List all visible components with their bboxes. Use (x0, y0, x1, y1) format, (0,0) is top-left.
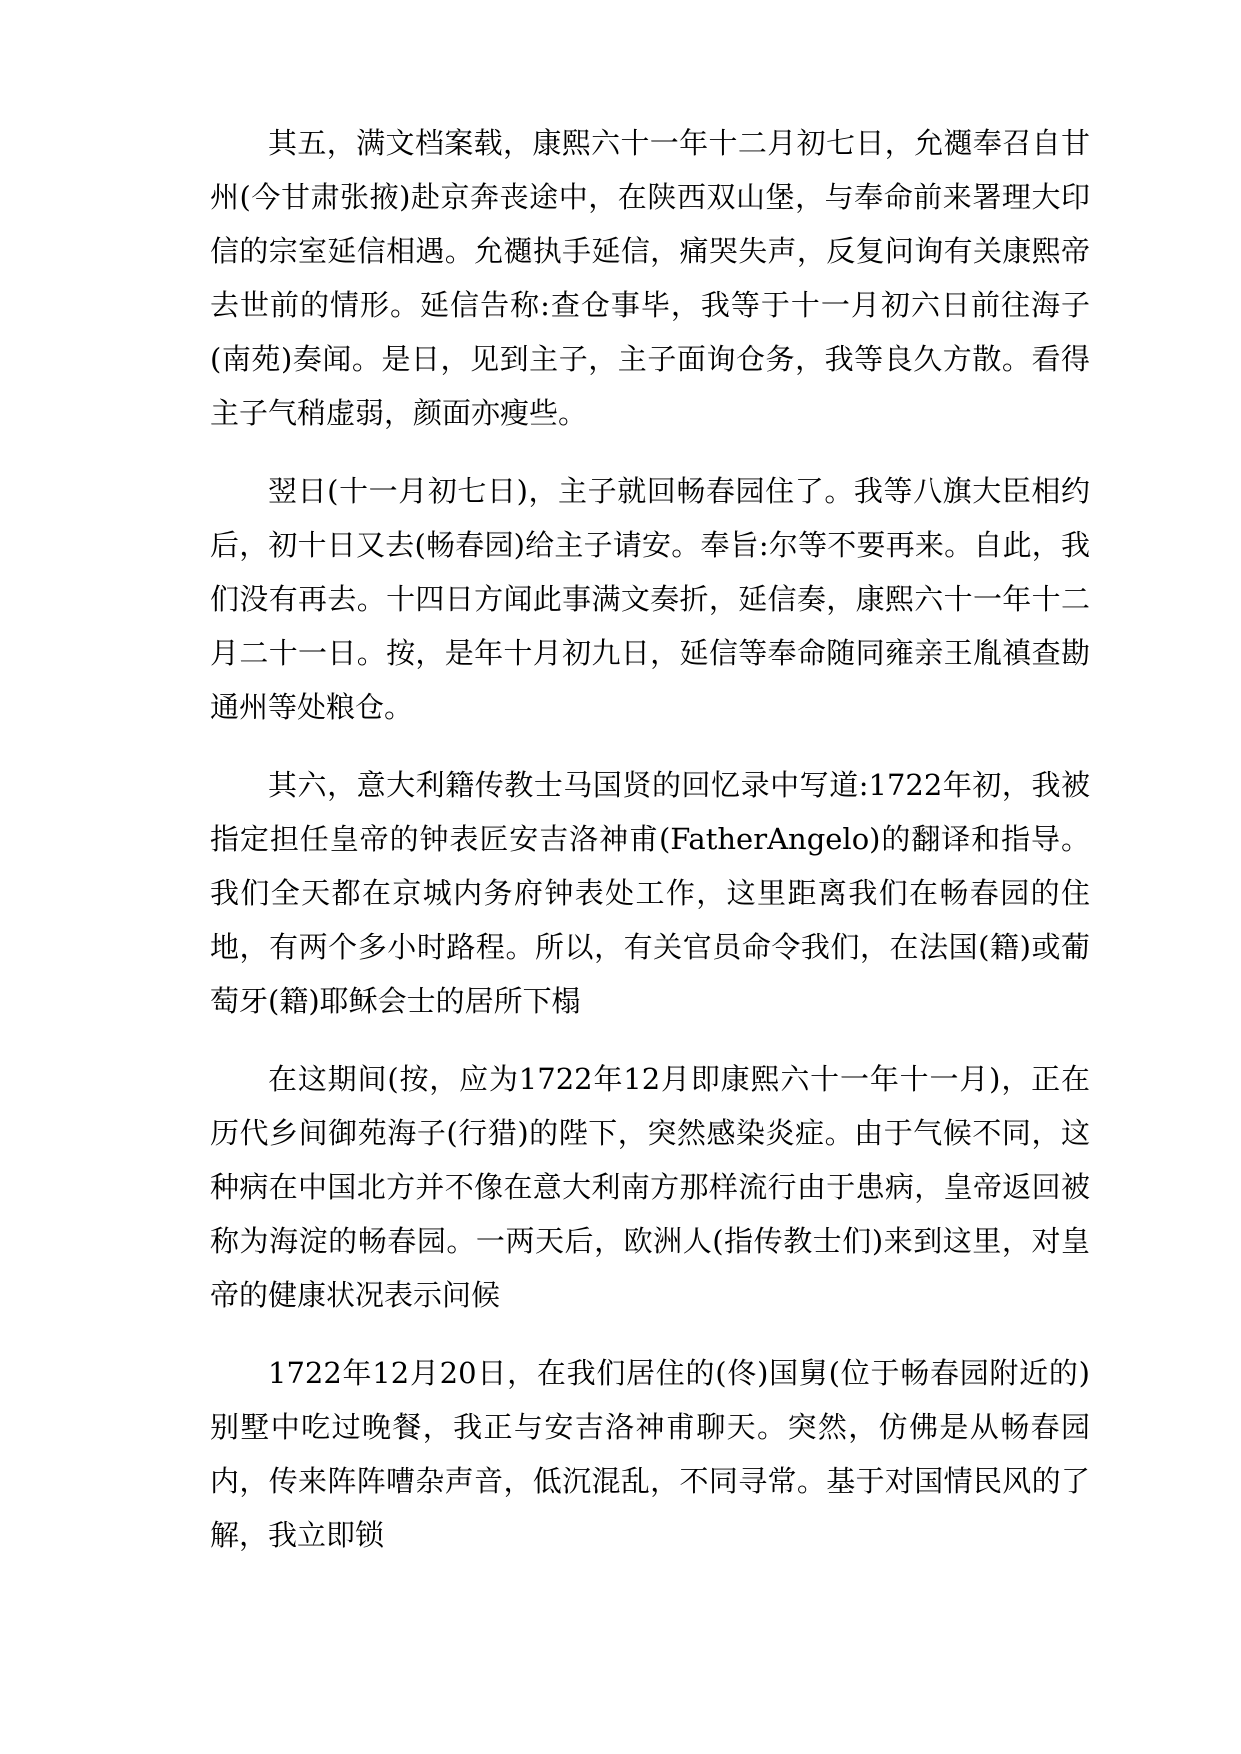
paragraph-2: 翌日(十一月初七日)，主子就回畅春园住了。我等八旗大臣相约后，初十日又去(畅春园)给主子请安。奉旨:尔等不要再来。自此，我们没有再去。十四日方闻此事满文奏折，延信奏，康熙六十一年十二月二十一日。按，是年十月初九日，延信等奉命随同雍亲王胤禛查勘通州等处粮仓。 (210, 474, 1090, 724)
document-body (210, 116, 1090, 1586)
paragraph-4: 在这期间(按，应为1722年12月即康熙六十一年十一月)，正在历代乡间御苑海子(行猎)的陛下，突然感染炎症。由于气候不同，这种病在中国北方并不像在意大利南方那样流行由于患病，皇帝返回被称为海淀的畅春园。一两天后，欧洲人(指传教士们)来到这里，对皇帝的健康状况表示问候 (210, 1062, 1090, 1312)
paragraph-1: 其五，满文档案载，康熙六十一年十二月初七日，允禵奉召自甘州(今甘肃张掖)赴京奔丧途中，在陕西双山堡，与奉命前来署理大印信的宗室延信相遇。允禵执手延信，痛哭失声，反复问询有关康熙帝去世前的情形。延信告称:查仓事毕，我等于十一月初六日前往海子(南苑)奏闻。是日，见到主子，主子面询仓务，我等良久方散。看得主子气稍虚弱，颜面亦瘦些。 (210, 126, 1090, 430)
paragraph-5: 1722年12月20日，在我们居住的(佟)国舅(位于畅春园附近的)别墅中吃过晚餐，我正与安吉洛神甫聊天。突然，仿佛是从畅春园内，传来阵阵嘈杂声音，低沉混乱，不同寻常。基于对国情民风的了解，我立即锁 (210, 1356, 1090, 1552)
paragraph-3: 其六，意大利籍传教士马国贤的回忆录中写道:1722年初，我被指定担任皇帝的钟表匠安吉洛神甫(FatherAngelo)的翻译和指导。我们全天都在京城内务府钟表处工作，这里距离我们在畅春园的住地，有两个多小时路程。所以，有关官员命令我们，在法国(籍)或葡萄牙(籍)耶稣会士的居所下榻 (210, 768, 1090, 1018)
